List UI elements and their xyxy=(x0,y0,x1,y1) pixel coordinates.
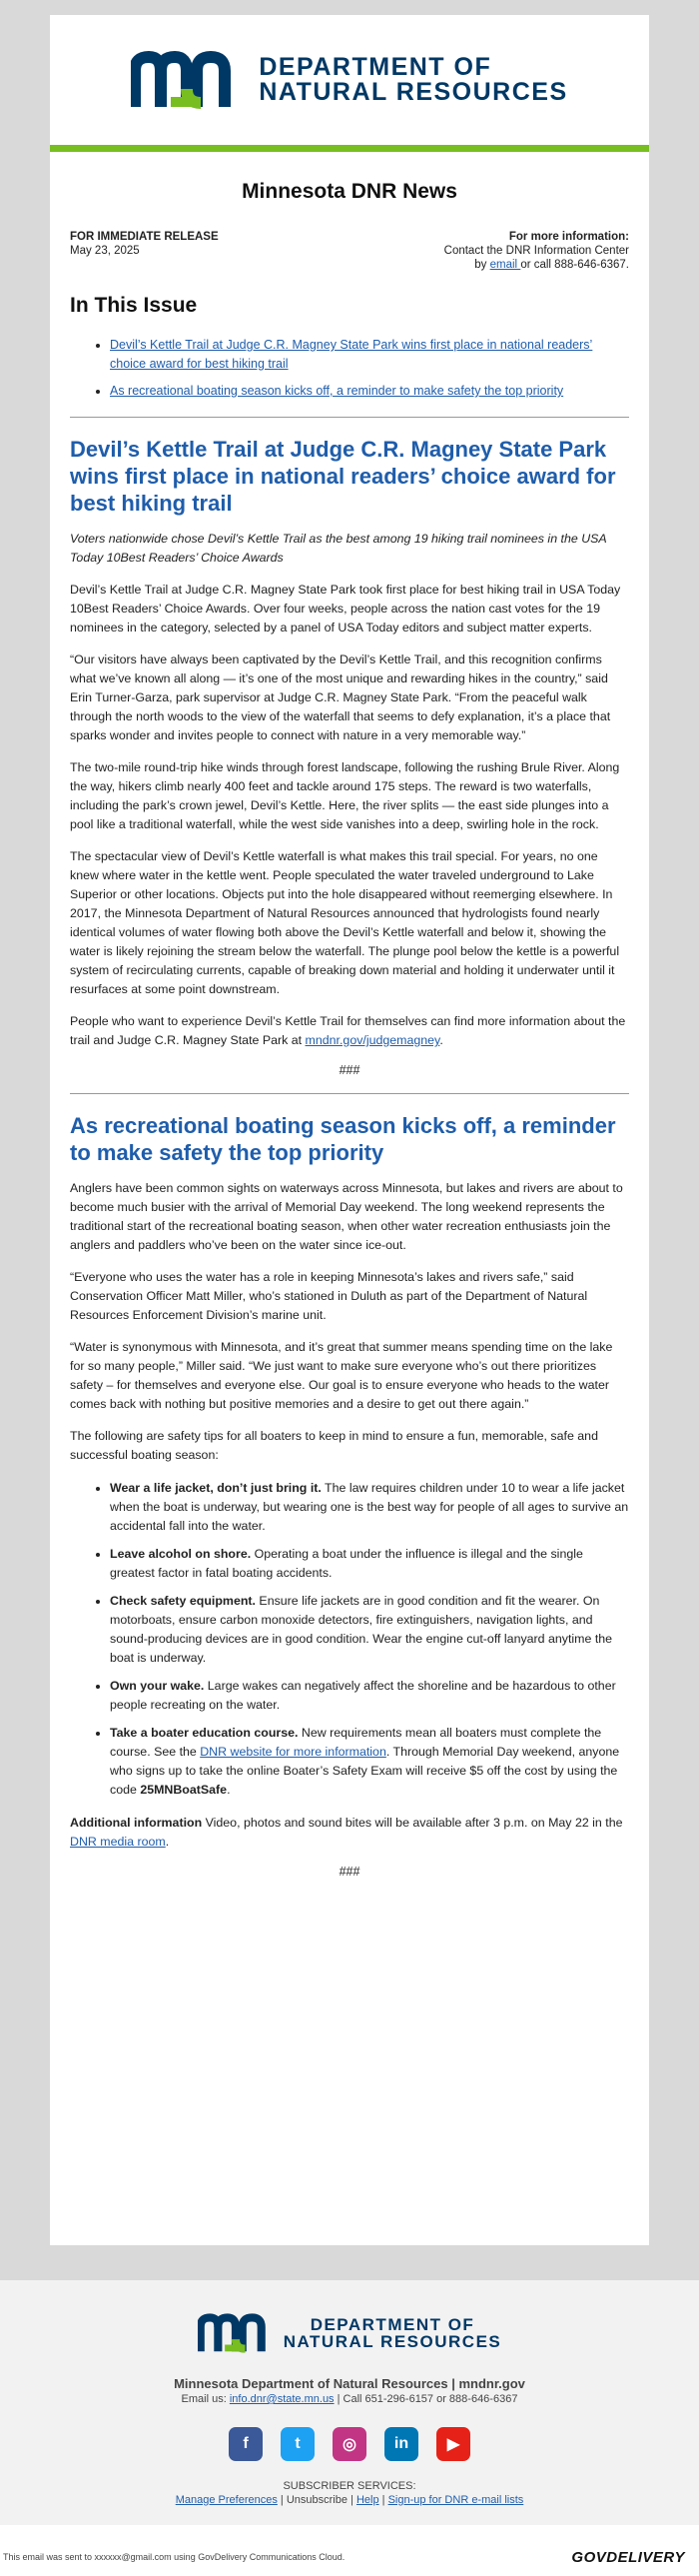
release-label: FOR IMMEDIATE RELEASE xyxy=(70,231,219,243)
toc-item xyxy=(110,336,629,374)
info-by: by xyxy=(474,259,490,271)
content xyxy=(50,230,649,1879)
release-left xyxy=(70,230,219,272)
tip-bold: Own your wake. xyxy=(110,1679,205,1693)
footer-logo-line2: NATURAL RESOURCES xyxy=(283,2332,502,2351)
tip-text: Ensure life jackets are in good condition and fit the wearer. On motorboats, ensure carbon monoxide detectors, fire extinguishers, navigation lights, and sound-producing devices are in good condition. Wear the engine cut-off lanyard anytime the boat is underway. xyxy=(110,1594,613,1665)
article1-subtitle: Voters nationwide chose Devil’s Kettle Trail as the best among 19 hiking trail nominees in the USA Today 10Best Readers’ Choice Awards xyxy=(70,532,607,565)
footer-logo-text xyxy=(284,2316,502,2351)
divider xyxy=(70,1093,629,1094)
tip-bold: Wear a life jacket, don’t just bring it. xyxy=(110,1481,322,1495)
media-room-link[interactable]: DNR media room xyxy=(70,1835,166,1849)
email-label: Email us: xyxy=(181,2393,230,2405)
info-email-link[interactable]: email xyxy=(489,259,521,271)
footer-call: | Call 651-296-6157 or 888-646-6367 xyxy=(334,2393,518,2405)
info-line: Contact the DNR Information Center xyxy=(443,245,629,257)
footer xyxy=(0,2280,699,2525)
tip-end: . xyxy=(227,1783,231,1797)
separator: ### xyxy=(339,1063,360,1077)
youtube-icon[interactable]: ▶ xyxy=(436,2427,470,2461)
logo-text xyxy=(259,52,568,106)
article1-paragraph: “Our visitors have always been captivated by the Devil’s Kettle Trail, and this recognition confirms what we’ve known all along — it’s one of the most unique and rewarding hikes in the country,” said Erin Turner-Garza, park supervisor at Judge C.R. Magney State Park. “From the peaceful walk through the north woods to the view of the waterfall that seems to defy explanation, it’s a place that sparks wonder and invites people to connect with nature in a very memorable way.” xyxy=(70,652,611,742)
release-info xyxy=(70,230,629,272)
linkedin-icon[interactable]: in xyxy=(384,2427,418,2461)
footer-logo[interactable] xyxy=(0,2280,699,2368)
release-right xyxy=(444,230,629,272)
tip-bold: Take a boater education course. xyxy=(110,1726,299,1740)
p5-text: People who want to experience Devil’s Kettle Trail for themselves can find more information about the trail and Judge C.R. Magney State Park at xyxy=(70,1014,626,1047)
manage-preferences-link[interactable]: Manage Preferences xyxy=(175,2494,278,2506)
safety-tips-list xyxy=(70,1479,629,1800)
mn-logo-icon xyxy=(198,2312,278,2354)
info-contact xyxy=(444,258,629,272)
logo-line1: DEPARTMENT OF xyxy=(259,52,492,81)
facebook-icon[interactable]: f xyxy=(229,2427,263,2461)
tip-text: The law requires children under 10 to wear a life jacket when the boat is underway, but wearing one is the best way for people of all ages to survive an accidental fall into the water. xyxy=(110,1481,629,1533)
tip-bold: Check safety equipment. xyxy=(110,1594,256,1608)
mn-logo-icon xyxy=(131,49,249,111)
article2-paragraph: “Everyone who uses the water has a role in keeping Minnesota’s lakes and rivers safe,” said Conservation Officer Matt Miller, who’s stationed in Duluth as part of the Department of Natural Resources Enforcement Division’s marine unit. xyxy=(70,1270,588,1322)
help-link[interactable]: Help xyxy=(355,2494,379,2506)
bottom-bar xyxy=(0,2525,699,2576)
release-date: May 23, 2025 xyxy=(70,245,140,257)
addl-end: . xyxy=(165,1835,170,1849)
tip-text: . Through Memorial Day weekend, anyone who signs up to take the online Boater’s Safety Exam will receive $5 off the cost by using the code xyxy=(110,1745,620,1797)
article1-paragraph: The spectacular view of Devil’s Kettle waterfall is what makes this trail special. For years, no one knew where water in the kettle went. People speculated the water traveled underground to Lake Superior or other locations. Objects put into the hole disappeared without reemerging elsewhere. In 2017, the Minnesota Department of Natural Resources announced that hydrologists found nearly identical volumes of water flowing both above the Devil’s Kettle waterfall and below it, showing the water is likely rejoining the stream below the waterfall. The plunge pool below the kettle is a powerful system of recirculating currents, capable of breaking down material and holding it underwater until it resurfaces at some point downstream. xyxy=(70,849,620,996)
twitter-icon[interactable]: t xyxy=(281,2427,315,2461)
email-card xyxy=(50,15,649,2245)
toc-list xyxy=(70,336,629,401)
additional-info xyxy=(70,1814,629,1852)
toc-link-article1[interactable]: Devil’s Kettle Trail at Judge C.R. Magney State Park wins first place in national readers’ choice award for best hiking trail xyxy=(110,338,593,371)
article1-paragraph: Devil’s Kettle Trail at Judge C.R. Magney State Park took first place for best hiking trail in USA Today 10Best Readers’ Choice Awards. Over four weeks, people across the nation cast votes for the 19 nominees in the category, selected by a panel of USA Today editors and subject matter experts. xyxy=(70,583,621,635)
tip-text: Large wakes can negatively affect the shoreline and be hazardous to other people recreating on the water. xyxy=(110,1679,616,1712)
article2-title: As recreational boating season kicks off, a reminder to make safety the top priority xyxy=(70,1113,616,1165)
addl-bold: Additional information xyxy=(70,1816,203,1830)
footer-logo-line1: DEPARTMENT OF xyxy=(310,2314,475,2334)
article2-paragraph: “Water is synonymous with Minnesota, and it’s great that summer means spending time on the lake for so many people,” Miller said. “We just want to make sure everyone who’s out there prioritizes safety – for themselves and everyone else. Our goal is to ensure everyone who heads to the water comes back with nothing but positive memories and a desire to get out there again.” xyxy=(70,1340,613,1411)
govdelivery-logo[interactable]: GOVDELIVERY xyxy=(571,2549,685,2566)
footer-email-link[interactable]: info.dnr@state.mn.us xyxy=(229,2393,335,2405)
tip-text: Operating a boat under the influence is illegal and the single greatest factor in fatal boating accidents. xyxy=(110,1547,583,1580)
news-title: Minnesota DNR News xyxy=(242,180,457,203)
dnr-website-link[interactable]: DNR website for more information xyxy=(200,1745,386,1759)
article1-title: Devil’s Kettle Trail at Judge C.R. Magney State Park wins first place in national readers’ choice award for best hiking trail xyxy=(70,437,616,516)
tip-item xyxy=(110,1724,629,1800)
tip-bold: Leave alcohol on shore. xyxy=(110,1547,252,1561)
tip-item xyxy=(110,1545,629,1583)
sent-note: This email was sent to xxxxxx@gmail.com using GovDelivery Communications Cloud. xyxy=(3,2552,346,2562)
separator: ### xyxy=(339,1865,360,1879)
toc-heading: In This Issue xyxy=(70,294,198,317)
toc-item xyxy=(110,382,629,401)
tip-text: New requirements mean all boaters must complete the course. See the xyxy=(110,1726,602,1759)
footer-contact xyxy=(0,2393,699,2405)
divider xyxy=(70,417,629,418)
info-heading: For more information: xyxy=(508,231,629,243)
unsubscribe-link[interactable]: Unsubscribe xyxy=(286,2494,348,2506)
article2-paragraph: The following are safety tips for all boaters to keep in mind to ensure a fun, memorable, safe and successful boating season: xyxy=(70,1429,598,1462)
signup-link[interactable]: Sign-up for DNR e-mail lists xyxy=(387,2494,524,2506)
instagram-icon[interactable]: ◎ xyxy=(333,2427,366,2461)
article1-paragraph: The two-mile round-trip hike winds through forest landscape, following the rushing Brule River. Along the way, hikers climb nearly 400 feet and tackle around 175 steps. The reward is two waterfalls, including the park’s crown jewel, Devil’s Kettle. Here, the river splits — the east side plunges into a pool like a traditional waterfall, while the west side vanishes into a deep, swirling hole in the rock. xyxy=(70,760,620,831)
article1-paragraph xyxy=(70,1012,629,1050)
addl-text: Video, photos and sound bites will be available after 3 p.m. on May 22 in the xyxy=(202,1816,623,1830)
subscriber-label: SUBSCRIBER SERVICES: xyxy=(283,2480,416,2492)
judgemagney-link[interactable]: mndnr.gov/judgemagney xyxy=(305,1033,440,1047)
subscriber-links: Manage Preferences | Unsubscribe | Help | Sign-up for DNR e-mail lists xyxy=(175,2494,524,2506)
p5-end: . xyxy=(439,1033,443,1047)
toc-link-article2[interactable]: As recreational boating season kicks off, a reminder to make safety the top priority xyxy=(110,384,564,398)
logo-line2: NATURAL RESOURCES xyxy=(259,78,568,106)
dnr-logo[interactable] xyxy=(50,15,649,145)
info-or: or call 888-646-6367. xyxy=(520,259,629,271)
tip-item xyxy=(110,1677,629,1715)
footer-org: Minnesota Department of Natural Resources | mndnr.gov xyxy=(174,2376,525,2391)
tip-item xyxy=(110,1592,629,1668)
green-divider xyxy=(50,145,649,152)
article2-paragraph: Anglers have been common sights on waterways across Minnesota, but lakes and rivers are about to become much busier with the arrival of Memorial Day weekend. The long weekend represents the traditional start of the recreational boating season, when other water recreation enthusiasts join the anglers and paddlers who’ve been on the water since ice-out. xyxy=(70,1181,623,1252)
promo-code: 25MNBoatSafe xyxy=(140,1783,228,1797)
tip-item xyxy=(110,1479,629,1536)
social-links xyxy=(0,2427,699,2461)
